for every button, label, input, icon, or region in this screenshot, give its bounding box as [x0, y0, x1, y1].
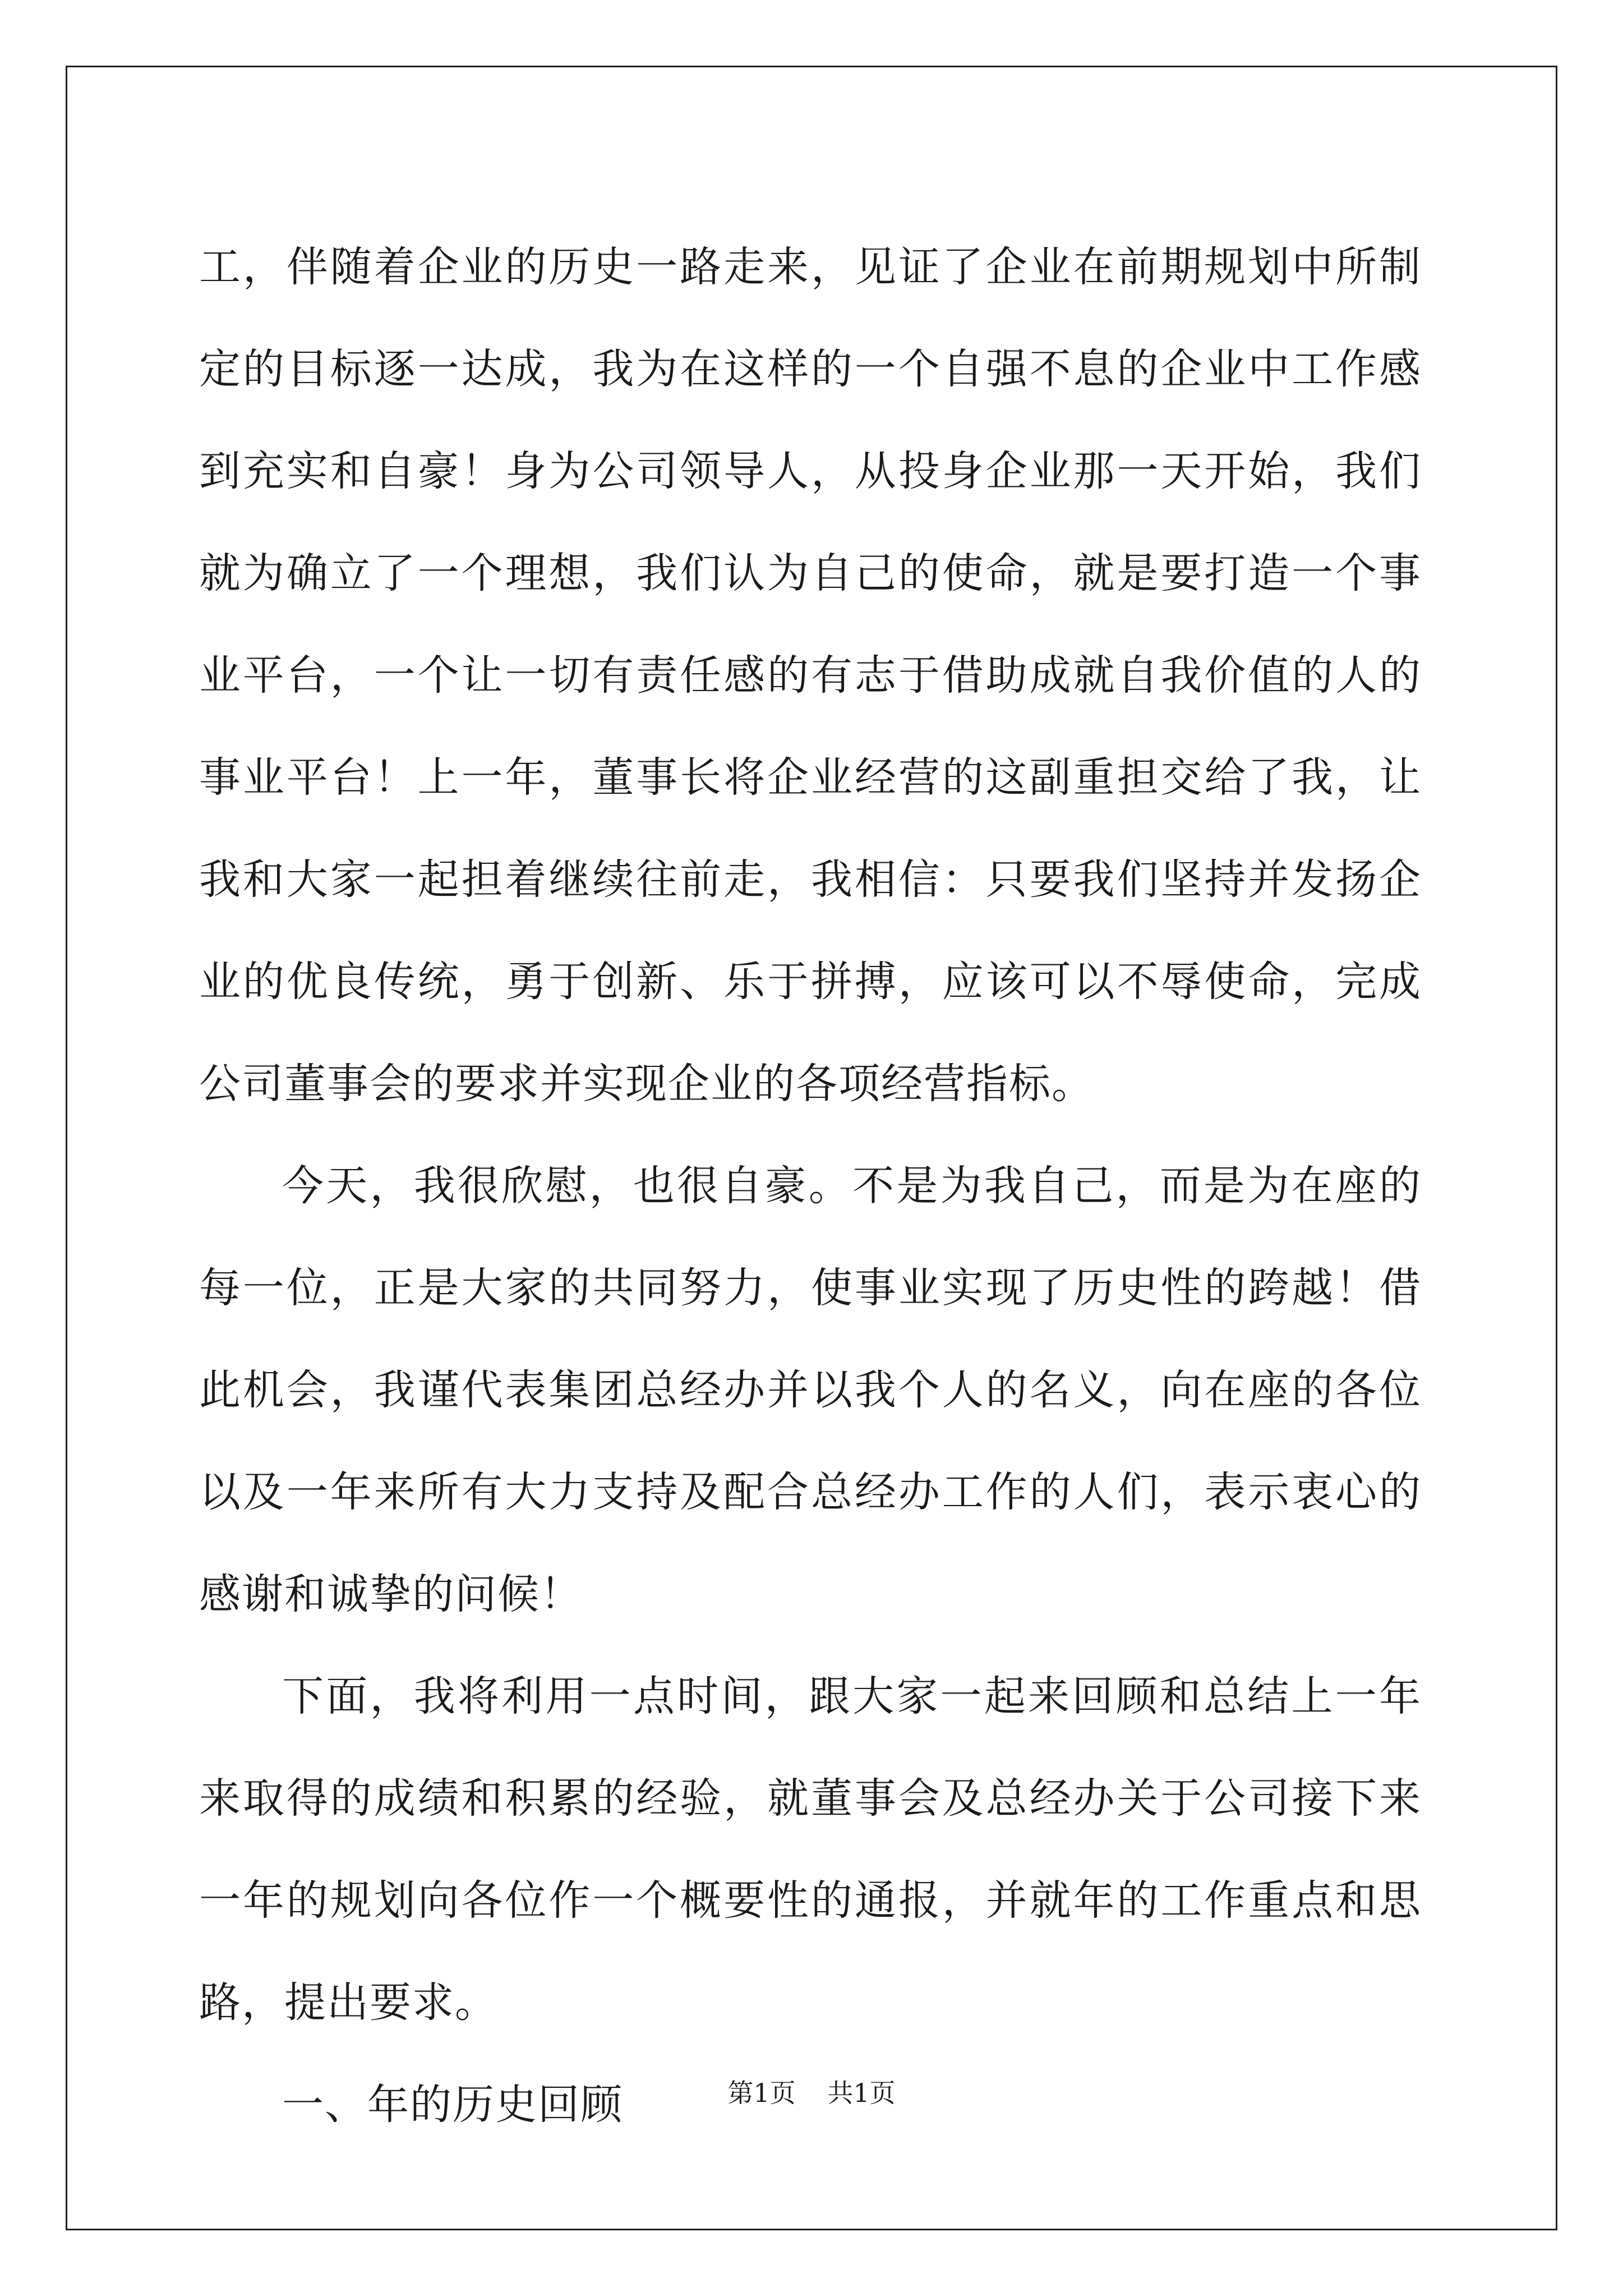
paragraph-1: 工，伴随着企业的历史一路走来，见证了企业在前期规划中所制定的目标逐一达成，我为在这样的一个自强不息的企业中工作感到充实和自豪！身为公司领导人，从投身企业那一天开始，我们就为确立了一个理想，我们认为自己的使命，就是要打造一个事业平台，一个让一切有责任感的有志于借助成就自我价值的人的事业平台！上一年，董事长将企业经营的这副重担交给了我，让我和大家一起担着继续往前走，我相信：只要我们坚持并发扬企业的优良传统，勇于创新、乐于拼搏，应该可以不辱使命，完成公司董事会的要求并实现企业的各项经营指标。 — [199, 243, 1422, 1108]
section-heading: 一、年的历史回顾 — [282, 2081, 623, 2129]
page-total: 共1页 — [827, 2078, 896, 2108]
paragraph-2: 今天，我很欣慰，也很自豪。不是为我自己，而是为在座的每一位，正是大家的共同努力，使事业实现了历史性的跨越！借此机会，我谨代表集团总经办并以我个人的名义，向在座的各位以及一年来所有大力支持及配合总经办工作的人们，表示衷心的感谢和诚挚的问候！ — [199, 1162, 1422, 1618]
page-footer — [0, 2073, 1623, 2110]
paragraph-3: 下面，我将利用一点时间，跟大家一起来回顾和总结上一年来取得的成绩和积累的经验，就董事会及总经办关于公司接下来一年的规划向各位作一个概要性的通报，并就年的工作重点和思路，提出要求。 — [199, 1672, 1422, 2027]
page-number: 第1页 — [727, 2078, 796, 2108]
document-body — [199, 216, 1422, 2156]
